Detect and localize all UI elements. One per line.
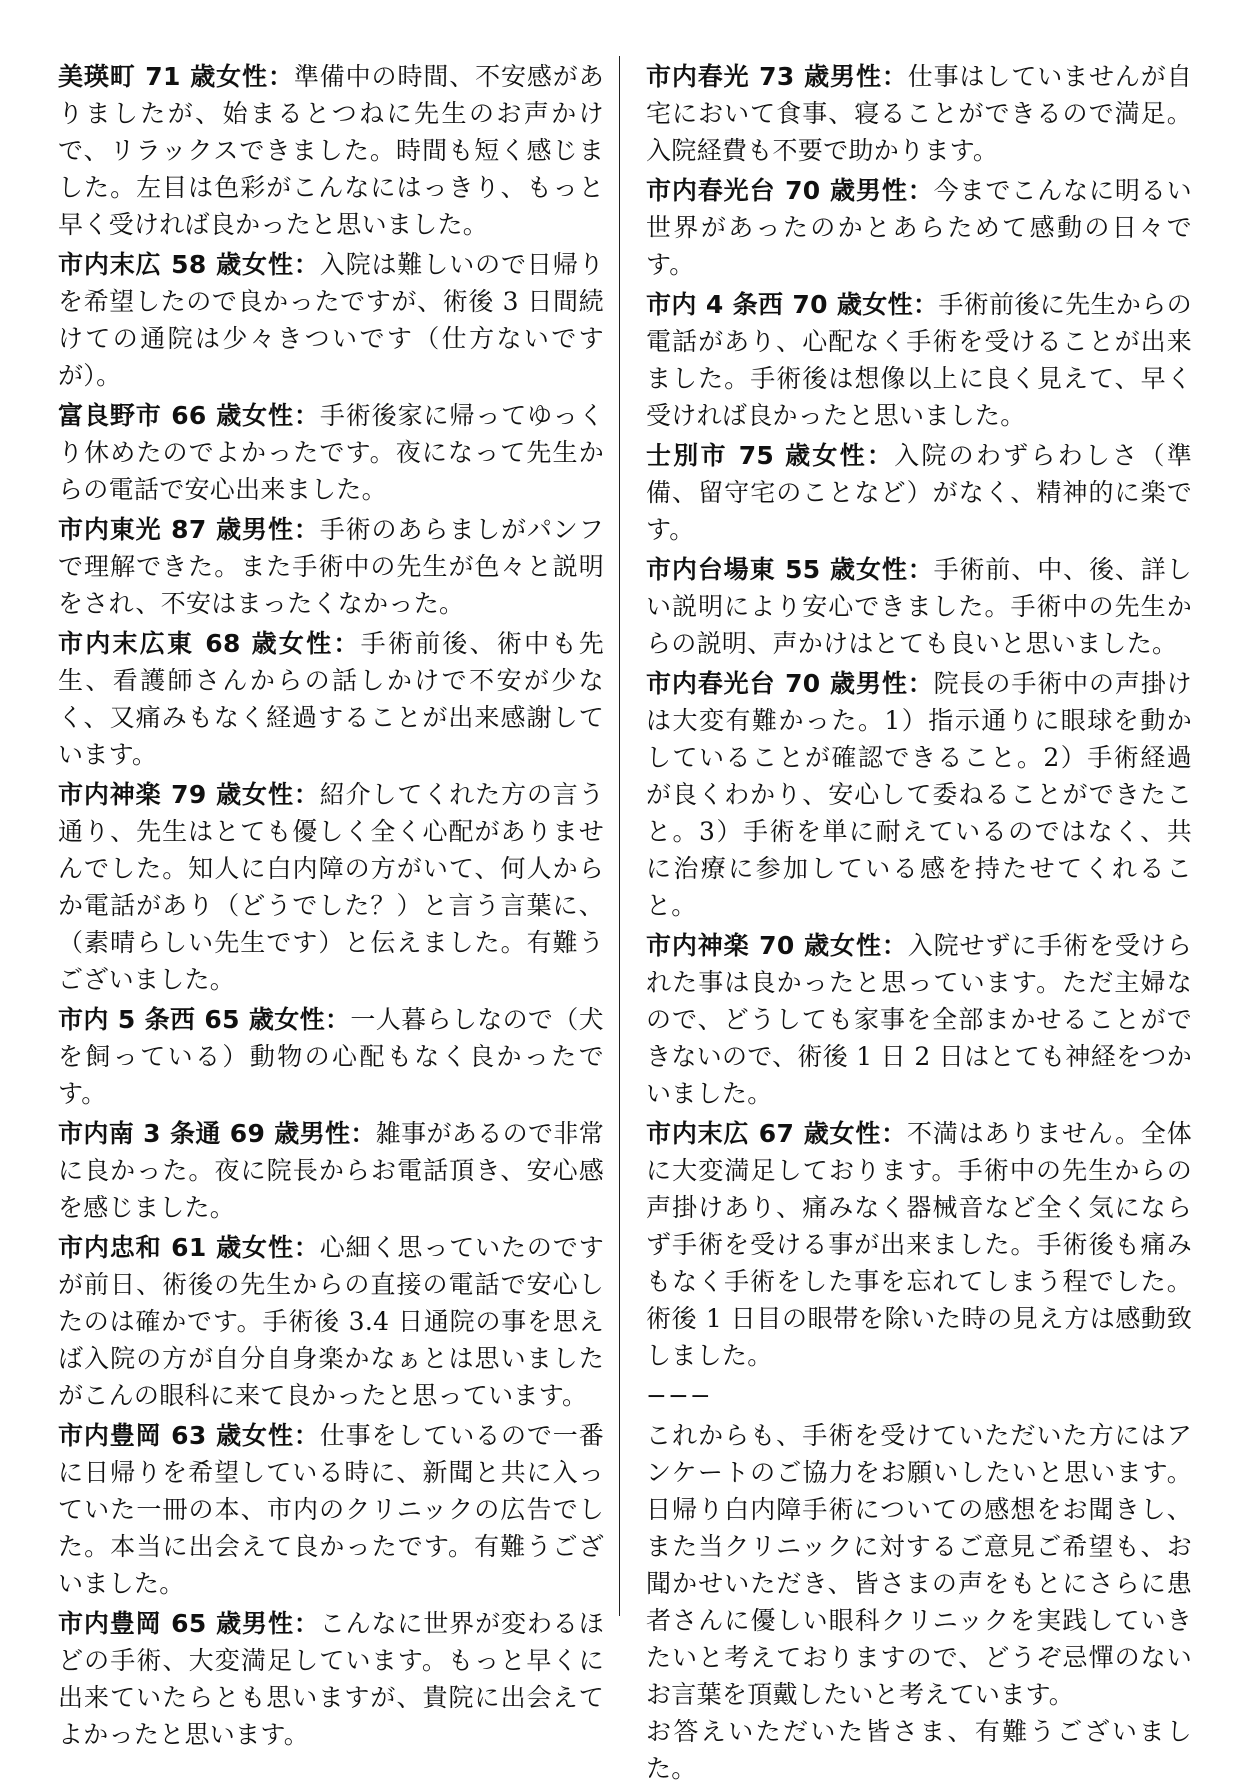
respondent-label: 市内末広東 68 歳女性：: [58, 629, 361, 658]
testimonial: [646, 437, 1192, 548]
respondent-label: 市内東光 87 歳男性：: [58, 515, 320, 544]
testimonial-text: 一人暮らしなので（犬を飼っている）動物の心配もなく良かったです。: [58, 1005, 604, 1108]
respondent-label: 富良野市 66 歳女性：: [58, 401, 320, 430]
testimonial: [58, 1605, 604, 1753]
closing-thanks: お答えいただいた皆さま、有難うございました。: [646, 1717, 1192, 1783]
respondent-label: 市内豊岡 63 歳女性：: [58, 1421, 320, 1450]
respondent-label: 市内神楽 70 歳女性：: [646, 931, 908, 960]
respondent-label: 美瑛町 71 歳女性：: [58, 62, 294, 91]
testimonial: [58, 246, 604, 394]
respondent-label: 市内末広 67 歳女性：: [646, 1119, 907, 1148]
respondent-label: 市内南 3 条通 69 歳男性：: [58, 1119, 376, 1148]
testimonial: [646, 551, 1192, 662]
testimonial-text: 入院のわずらわしさ（準備、留守宅のことなど）がなく、精神的に楽です。: [646, 441, 1192, 544]
testimonial: [58, 511, 604, 622]
respondent-label: 市内神楽 79 歳女性：: [58, 780, 320, 809]
right-column: [646, 58, 1192, 1787]
testimonial: [646, 1115, 1192, 1374]
testimonial-text: 心細く思っていたのですが前日、術後の先生からの直接の電話で安心したのは確かです。手術後 3.4 日通院の事を思えば入院の方が自分自身楽かなぁとは思いましたがこんの眼科に来て良かったと思っています。: [58, 1233, 604, 1410]
testimonial: [58, 1229, 604, 1414]
testimonial-text: 入院は難しいので日帰りを希望したので良かったですが、術後 3 日間続けての通院は少々きついです（仕方ないですが）。: [58, 250, 604, 390]
left-column: [58, 58, 604, 1756]
testimonial: [58, 1417, 604, 1602]
respondent-label: 市内春光台 70 歳男性：: [646, 176, 934, 205]
respondent-label: 市内豊岡 65 歳男性：: [58, 1609, 320, 1638]
testimonial: [58, 58, 604, 243]
respondent-label: 市内春光台 70 歳男性：: [646, 669, 934, 698]
testimonial-text: 仕事をしているので一番に日帰りを希望している時に、新聞と共に入っていた一冊の本、市内のクリニックの広告でした。本当に出会えて良かったです。有難うございました。: [58, 1421, 604, 1598]
respondent-label: 士別市 75 歳女性：: [646, 441, 895, 470]
testimonial: [58, 397, 604, 508]
testimonial-text: 不満はありません。全体に大変満足しております。手術中の先生からの声掛けあり、痛みなく器械音など全く気にならず手術を受ける事が出来ました。手術後も痛みもなく手術をした事を忘れてしまう程でした。術後 1 日目の眼帯を除いた時の見え方は感動致しました。: [646, 1119, 1192, 1370]
respondent-label: 市内忠和 61 歳女性：: [58, 1233, 320, 1262]
testimonial-text: こんなに世界が変わるほどの手術、大変満足しています。もっと早くに出来ていたらとも思いますが、貴院に出会えてよかったと思います。: [58, 1609, 604, 1749]
testimonial: [58, 625, 604, 773]
testimonial: [58, 1115, 604, 1226]
column-divider: [619, 56, 620, 1616]
testimonial: [646, 286, 1192, 434]
testimonial-text: 手術前後、術中も先生、看護師さんからの話しかけで不安が少なく、又痛みもなく経過することが出来感謝しています。: [58, 629, 604, 769]
testimonial-text: 入院せずに手術を受けられた事は良かったと思っています。ただ主婦なので、どうしても家事を全部まかせることができないので、術後 1 日 2 日はとても神経をつかいました。: [646, 931, 1192, 1108]
testimonial-text: 今までこんなに明るい世界があったのかとあらためて感動の日々です。: [646, 176, 1192, 279]
respondent-label: 市内 5 条西 65 歳女性：: [58, 1005, 351, 1034]
testimonial-text: 手術後家に帰ってゆっくり休めたのでよかったです。夜になって先生からの電話で安心出来ました。: [58, 401, 604, 504]
testimonial: [646, 172, 1192, 283]
testimonial-text: 紹介してくれた方の言う通り、先生はとても優しく全く心配がありませんでした。知人に白内障の方がいて、何人からか電話があり（どうでした？）と言う言葉に、（素晴らしい先生です）と伝えました。有難うございました。: [58, 780, 604, 994]
testimonial-text: 準備中の時間、不安感がありましたが、始まるとつねに先生のお声かけで、リラックスできました。時間も短く感じました。左目は色彩がこんなにはっきり、もっと早く受ければ良かったと思いました。: [58, 62, 605, 239]
testimonial: [58, 1001, 604, 1112]
testimonial-text: 手術前後に先生からの電話があり、心配なく手術を受けることが出来ました。手術後は想像以上に良く見えて、早く受ければ良かったと思いました。: [646, 290, 1192, 430]
testimonial: [58, 776, 604, 998]
testimonial-text: 院長の手術中の声掛けは大変有難かった。1）指示通りに眼球を動かしていることが確認できること。2）手術経過が良くわかり、安心して委ねることができたこと。3）手術を単に耐えているのではなく、共に治療に参加している感を持たせてくれること。: [646, 669, 1192, 920]
testimonial: [646, 58, 1192, 169]
section-separator: −−−: [646, 1381, 712, 1410]
testimonial-text: 手術のあらましがパンフで理解できた。また手術中の先生が色々と説明をされ、不安はまったくなかった。: [58, 515, 604, 618]
testimonial-text: 手術前、中、後、詳しい説明により安心できました。手術中の先生からの説明、声かけはとても良いと思いました。: [646, 555, 1192, 658]
respondent-label: 市内 4 条西 70 歳女性：: [646, 290, 939, 319]
respondent-label: 市内春光 73 歳男性：: [646, 62, 908, 91]
testimonial: [646, 927, 1192, 1112]
respondent-label: 市内末広 58 歳女性：: [58, 250, 320, 279]
testimonial-text: 仕事はしていませんが自宅において食事、寝ることができるので満足。入院経費も不要で助かります。: [646, 62, 1192, 165]
closing-message: [646, 1417, 1192, 1787]
testimonial: [646, 665, 1192, 924]
closing-paragraph: これからも、手術を受けていただいた方にはアンケートのご協力をお願いしたいと思います。日帰り白内障手術についての感想をお聞きし、また当クリニックに対するご意見ご希望も、お聞かせいただき、皆さまの声をもとにさらに患者さんに優しい眼科クリニックを実践していきたいと考えておりますので、どうぞ忌憚のないお言葉を頂戴したいと考えています。: [646, 1421, 1192, 1709]
respondent-label: 市内台場東 55 歳女性：: [646, 555, 934, 584]
testimonial-text: 雑事があるので非常に良かった。夜に院長からお電話頂き、安心感を感じました。: [58, 1119, 605, 1222]
